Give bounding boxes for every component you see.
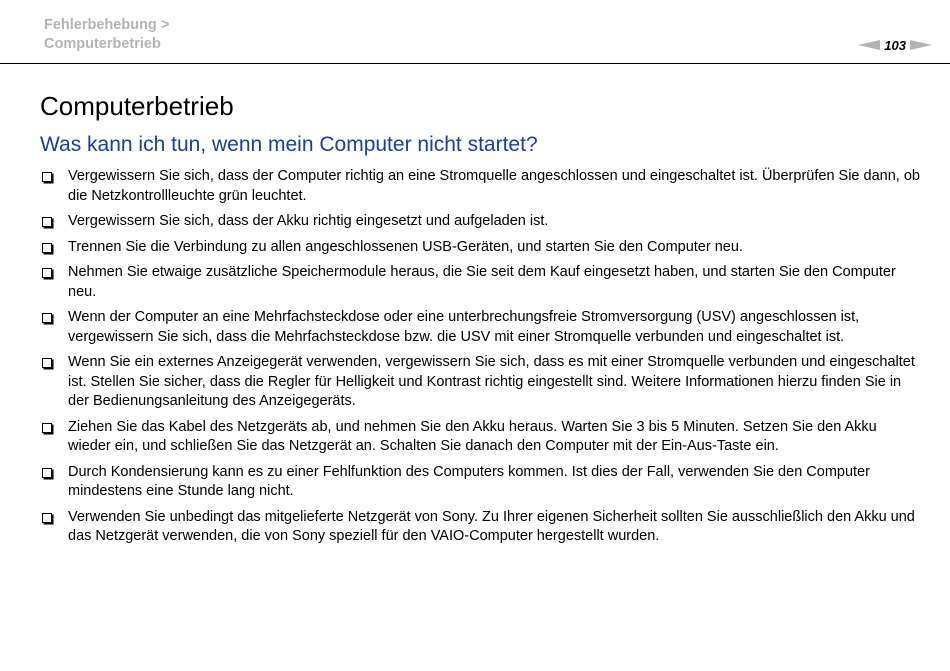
checkbox-bullet-icon (42, 513, 52, 523)
page-title: Computerbetrieb (40, 91, 234, 121)
list-item (40, 353, 920, 412)
page-number: 103 (884, 37, 906, 53)
list-item-text: Wenn der Computer an eine Mehrfachsteckdose oder eine unterbrechungsfreie Stromversorgung (USV) angeschlossen ist, vergewissern Sie sich, dass die Mehrfachsteckdose bzw. die USV mit einer Stromquelle verbunden und eingeschaltet ist. (68, 309, 860, 345)
list-item (40, 238, 920, 258)
list-item-text: Durch Kondensierung kann es zu einer Fehlfunktion des Computers kommen. Ist dies der Fall, verwenden Sie den Computer mindestens eine Stunde lang nicht. (68, 463, 870, 499)
list-item (40, 418, 920, 457)
checkbox-bullet-icon (42, 423, 52, 433)
page-header (0, 0, 950, 64)
previous-page-arrow-icon[interactable] (858, 40, 880, 50)
list-item-text: Ziehen Sie das Kabel des Netzgeräts ab, und nehmen Sie den Akku heraus. Warten Sie 3 bis 5 Minuten. Setzen Sie den Akku wieder ein, und schließen Sie das Netzgerät an. Schalten Sie danach den Computer mit der Ein-Aus-Taste ein. (68, 418, 877, 454)
list-item-text: Verwenden Sie unbedingt das mitgelieferte Netzgerät von Sony. Zu Ihrer eigenen Sicherheit sollten Sie ausschließlich den Akku und das Netzgerät verwenden, die von Sony speziell für den VAIO-Computer hergestellt wurden. (68, 508, 915, 544)
list-item (40, 463, 920, 502)
checkbox-bullet-icon (42, 172, 52, 182)
list-item (40, 508, 920, 547)
checkbox-bullet-icon (42, 217, 52, 227)
list-item (40, 308, 920, 347)
list-item-text: Vergewissern Sie sich, dass der Akku richtig eingesetzt und aufgeladen ist. (68, 213, 549, 229)
checkbox-bullet-icon (42, 243, 52, 253)
list-item-text: Vergewissern Sie sich, dass der Computer richtig an eine Stromquelle angeschlossen und eingeschaltet ist. Überprüfen Sie dann, ob die Netzkontrollleuchte grün leuchtet. (68, 168, 920, 204)
checkbox-bullet-icon (42, 313, 52, 323)
troubleshooting-list (40, 167, 920, 553)
breadcrumb-current: Computerbetrieb (44, 36, 161, 52)
breadcrumb-parent[interactable]: Fehlerbehebung > (44, 17, 170, 33)
next-page-arrow-icon[interactable] (910, 40, 932, 50)
breadcrumb (44, 16, 169, 54)
list-item-text: Trennen Sie die Verbindung zu allen angeschlossenen USB-Geräten, und starten Sie den Computer neu. (68, 238, 743, 255)
list-item (40, 167, 920, 206)
list-item (40, 212, 920, 232)
pager (858, 36, 932, 54)
checkbox-bullet-icon (42, 268, 52, 278)
list-item-text: Nehmen Sie etwaige zusätzliche Speichermodule heraus, die Sie seit dem Kauf eingesetzt haben, und starten Sie den Computer neu. (68, 264, 896, 300)
checkbox-bullet-icon (42, 468, 52, 478)
checkbox-bullet-icon (42, 358, 52, 368)
list-item-text: Wenn Sie ein externes Anzeigegerät verwenden, vergewissern Sie sich, dass es mit einer Stromquelle verbunden und eingeschaltet ist. Stellen Sie sicher, dass die Regler für Helligkeit und Kontrast richtig eingestellt sind. Weitere Informationen hierzu finden Sie in der Bedienungsanleitung des Anzeigegeräts. (68, 354, 915, 409)
section-heading: Was kann ich tun, wenn mein Computer nicht startet? (40, 133, 538, 156)
list-item (40, 263, 920, 302)
